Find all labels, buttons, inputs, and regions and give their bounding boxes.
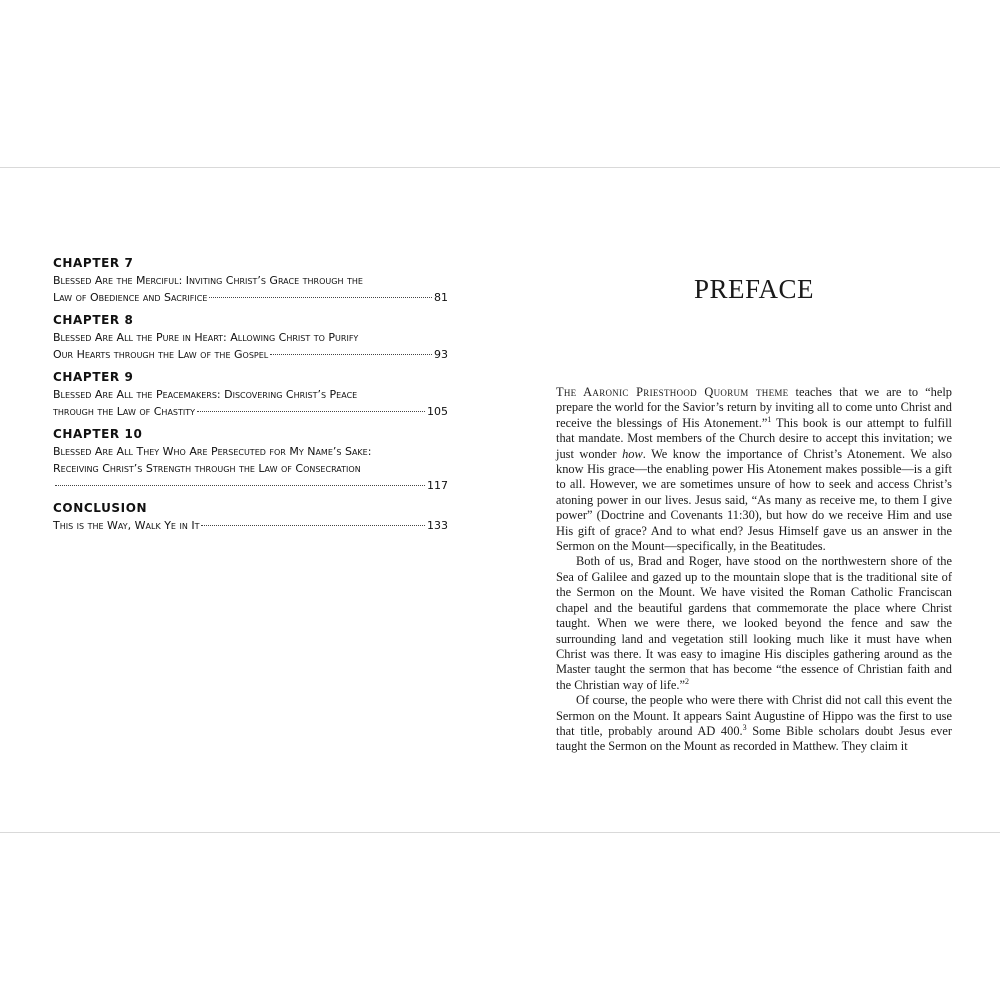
paragraph bbox=[556, 554, 952, 693]
table-of-contents bbox=[53, 255, 448, 540]
dot-leader bbox=[197, 401, 425, 412]
book-spread bbox=[0, 167, 1000, 833]
preface-body bbox=[556, 385, 952, 755]
toc-leader-line bbox=[53, 477, 448, 494]
text-run: This book is our attempt to fulfill that mandate. Most members of the Church desire to accept this invitation; we just wonder bbox=[556, 415, 952, 461]
toc-page-number: 105 bbox=[427, 405, 448, 418]
toc-title-line: Blessed Are All They Who Are Persecuted for My Name’s Sake: bbox=[53, 445, 372, 458]
toc-title-line: Law of Obedience and Sacrifice bbox=[53, 291, 208, 304]
toc-heading: CHAPTER 9 bbox=[53, 370, 134, 384]
toc-leader-line bbox=[53, 517, 448, 534]
dot-leader bbox=[55, 475, 425, 486]
paragraph bbox=[556, 693, 952, 755]
dot-leader bbox=[201, 515, 425, 526]
toc-page-number: 93 bbox=[434, 348, 448, 361]
toc-entry-conclusion bbox=[53, 500, 448, 534]
text-run: teaches that we are to “help prepare the world for the Savior’s return by inviting all to come unto Christ and receive the blessings of His Atonement.” bbox=[556, 385, 952, 430]
dot-leader bbox=[209, 287, 432, 298]
toc-heading: CHAPTER 7 bbox=[53, 256, 134, 270]
toc-title-line: Blessed Are the Merciful: Inviting Christ’s Grace through the bbox=[53, 274, 363, 287]
footnote-marker: 2 bbox=[685, 676, 690, 686]
preface-title: PREFACE bbox=[693, 274, 815, 304]
toc-leader-line bbox=[53, 346, 448, 363]
toc-title-line: Blessed Are All the Pure in Heart: Allowing Christ to Purify bbox=[53, 331, 359, 344]
text-run: Of course, the people who were there with Christ did not call this event the Sermon on the Mount. It appears Saint Augustine of Hippo was the first to use that title, probably around AD 400. bbox=[556, 693, 952, 738]
toc-title-line: Receiving Christ’s Strength through the Law of Consecration bbox=[53, 462, 361, 475]
toc-page-number: 117 bbox=[427, 479, 448, 492]
text-run: Both of us, Brad and Roger, have stood on the northwestern shore of the Sea of Galilee and gazed up to the mountain slope that is the traditional site of the Sermon on the Mount. We have visited the Roman Catholic Franciscan chapel and the beautiful gardens that commemorate the place where Christ taught. When we were there, we looked beyond the fence and saw the surrounding land and vegetation still looking much like it must have when Christ was there. It was easy to imagine His disciples gathering around as the Master taught the sermon that has become “the essence of Christian faith and the Christian way of life.” bbox=[556, 554, 952, 692]
footnote-marker: 1 bbox=[767, 414, 772, 424]
emphasis: how bbox=[622, 446, 643, 461]
toc-leader-line bbox=[53, 403, 448, 420]
footnote-marker: 3 bbox=[742, 722, 747, 732]
toc-entry-chapter-8 bbox=[53, 312, 448, 363]
toc-title-line: Our Hearts through the Law of the Gospel bbox=[53, 348, 269, 361]
toc-heading: CHAPTER 10 bbox=[53, 427, 143, 441]
toc-title-line: through the Law of Chastity bbox=[53, 405, 196, 418]
toc-leader-line bbox=[53, 289, 448, 306]
toc-entry-chapter-7 bbox=[53, 255, 448, 306]
toc-page-number: 81 bbox=[434, 291, 448, 304]
paragraph bbox=[556, 385, 952, 554]
toc-title-line: Blessed Are All the Peacemakers: Discovering Christ’s Peace bbox=[53, 388, 358, 401]
toc-heading: CONCLUSION bbox=[53, 501, 148, 515]
text-run: Some Bible scholars doubt Jesus ever taught the Sermon on the Mount as recorded in Matthew. They claim it bbox=[556, 723, 952, 754]
toc-title-line: This is the Way, Walk Ye in It bbox=[53, 519, 200, 532]
toc-page-number: 133 bbox=[427, 519, 448, 532]
text-run: . We know the importance of Christ’s Atonement. We also know His grace—the enabling power His Atonement makes possible—is a gift to all. However, we are sometimes unsure of how to seek and access Christ’s atoning power in our lives. Jesus said, “As many as receive me, to them I give power” (Doctrine and Covenants 11:30), but how do we receive Him and use His gift of grace? And to what end? Jesus Himself gave us an answer in the Sermon on the Mount—specifically, in the Beatitudes. bbox=[556, 446, 952, 554]
small-caps-lead-in: The Aaronic Priesthood Quorum theme bbox=[556, 385, 789, 399]
toc-entry-chapter-10 bbox=[53, 426, 448, 494]
dot-leader bbox=[270, 344, 432, 355]
toc-entry-chapter-9 bbox=[53, 369, 448, 420]
toc-heading: CHAPTER 8 bbox=[53, 313, 134, 327]
